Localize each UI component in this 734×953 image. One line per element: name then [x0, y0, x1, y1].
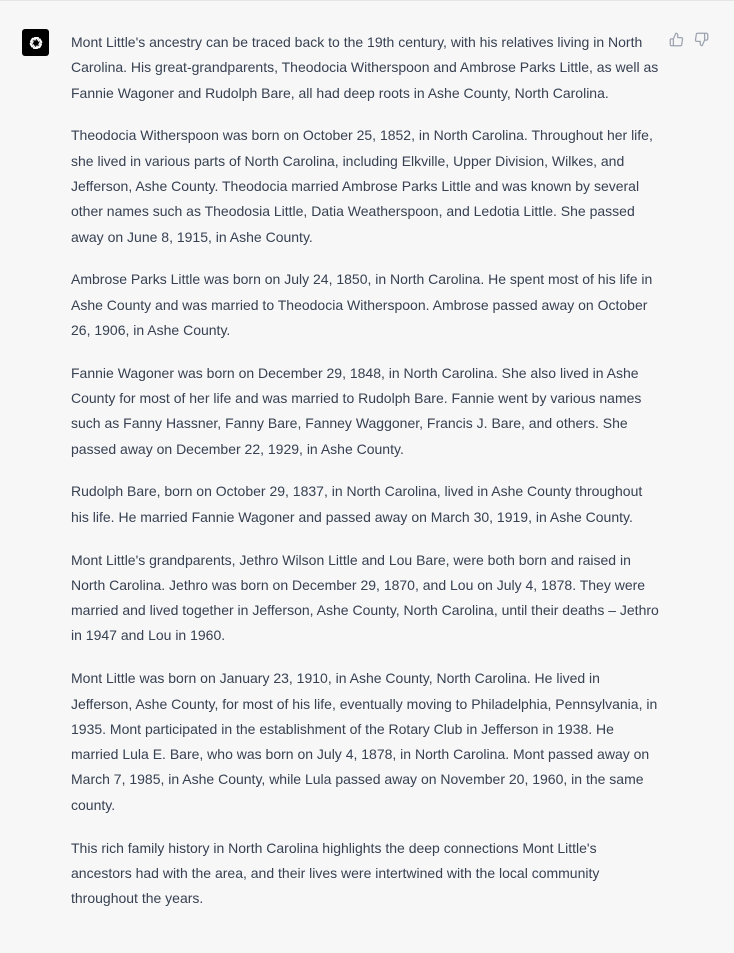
openai-logo-icon	[26, 33, 46, 53]
thumbs-down-icon	[694, 32, 709, 47]
message-paragraph: This rich family history in North Carolina highlights the deep connections Mont Little's ancestors had with the area, and their lives were intertwined with the local community throughout the years.	[71, 839, 600, 907]
message-paragraph: Mont Little's grandparents, Jethro Wilson Little and Lou Bare, were both born and raised in North Carolina. Jethro was born on December 29, 1870, and Lou on July 4, 1878. They were married and lived together in Jefferson, Ashe County, North Carolina, until their deaths – Jethro in 1947 and Lou in 1960.	[71, 551, 659, 644]
message-paragraph: Fannie Wagoner was born on December 29, 1848, in North Carolina. She also lived in Ashe County for most of her life and was married to Rudolph Bare. Fannie went by various names such as Fanny Hassner, Fanny Bare, Fanney Waggoner, Francis J. Bare, and others. She passed away on December 22, 1929, in Ashe County.	[71, 364, 642, 457]
message-paragraph: Ambrose Parks Little was born on July 24, 1850, in North Carolina. He spent most of his life in Ashe County and was married to Theodocia Witherspoon. Ambrose passed away on October 26, 1906, in Ashe County.	[71, 271, 653, 338]
message-paragraph: Mont Little's ancestry can be traced back to the 19th century, with his relatives living in North Carolina. His great-grandparents, Theodocia Witherspoon and Ambrose Parks Little, as well as Fannie Wagoner and Rudolph Bare, all had deep roots in Ashe County, North Carolina.	[71, 34, 659, 101]
message-paragraph: Rudolph Bare, born on October 29, 1837, in North Carolina, lived in Ashe County throughout his life. He married Fannie Wagoner and passed away on March 30, 1919, in Ashe County.	[71, 483, 643, 525]
message-paragraph: Theodocia Witherspoon was born on October 25, 1852, in North Carolina. Throughout her life, she lived in various parts of North Carolina, including Elkville, Upper Division, Wilkes, and Jefferson, Ashe County. Theodocia married Ambrose Parks Little and was known by several other names such as Theodosia Little, Datia Weatherspoon, and Ledotia Little. She passed away on June 8, 1915, in Ashe County.	[71, 127, 653, 245]
assistant-message	[71, 30, 661, 911]
feedback-buttons	[668, 31, 709, 47]
assistant-avatar	[22, 29, 49, 56]
thumbs-up-icon	[669, 32, 684, 47]
thumbs-down-button[interactable]	[693, 31, 709, 47]
thumbs-up-button[interactable]	[668, 31, 684, 47]
message-paragraph: Mont Little was born on January 23, 1910, in Ashe County, North Carolina. He lived in Jefferson, Ashe County, for most of his life, eventually moving to Philadelphia, Pennsylvania, in 1935. Mont participated in the establishment of the Rotary Club in Jefferson in 1938. He married Lula E. Bare, who was born on July 4, 1878, in North Carolina. Mont passed away on March 7, 1985, in Ashe County, while Lula passed away on November 20, 1960, in the same county.	[71, 670, 658, 813]
